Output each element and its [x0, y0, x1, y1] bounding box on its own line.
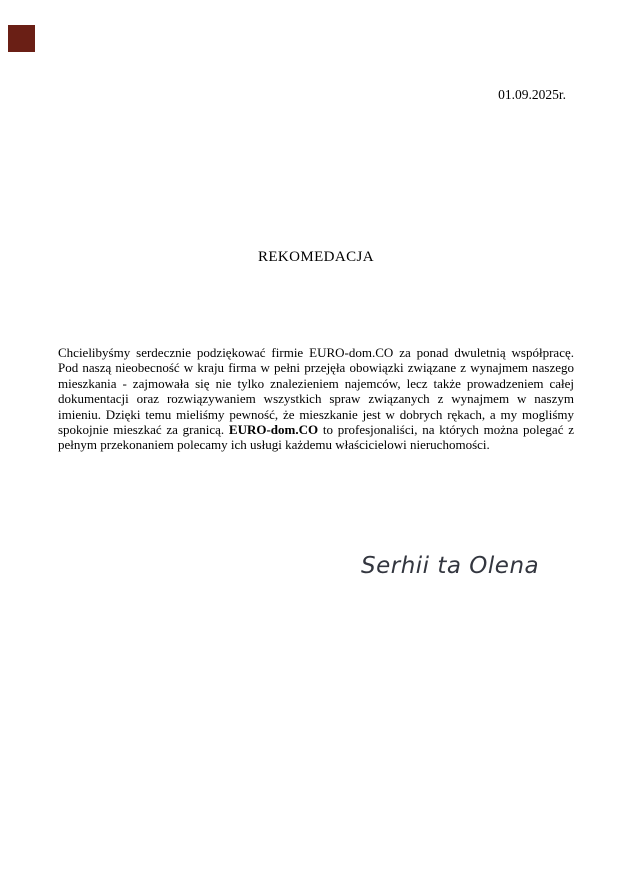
- company-name-bold: EURO-dom.CO: [228, 422, 319, 438]
- date-text: 01.09.2025r.: [498, 87, 566, 102]
- signature-text: Serhii ta Olena: [361, 553, 540, 579]
- body-text-part1: Chcielibyśmy serdecznie podziękować firmie EURO-dom.CO za ponad dwuletnią współpracę. Pod naszą nieobecność w kraju firma w pełni przejęła obowiązki związane z wynajmem naszego mieszkania - zajmowała się nie tylko znalezieniem najemców, lecz także prowadzeniem całej dokumentacji oraz rozwiązywaniem wszystkich spraw związanych z wynajmem w naszym imieniu. Dzięki temu mieliśmy pewność, że mieszkanie jest w dobrych rękach, a my mogliśmy spokojnie mieszkać za granicą.: [58, 345, 574, 438]
- stamp-square: [8, 25, 35, 52]
- body-paragraph: [58, 345, 574, 453]
- document-title: REKOMEDACJA: [257, 249, 375, 265]
- body-text-part2: to profesjonaliści, na których można polegać z pełnym przekonaniem polecamy ich usługi każdemu właścicielowi nieruchomości.: [58, 422, 574, 453]
